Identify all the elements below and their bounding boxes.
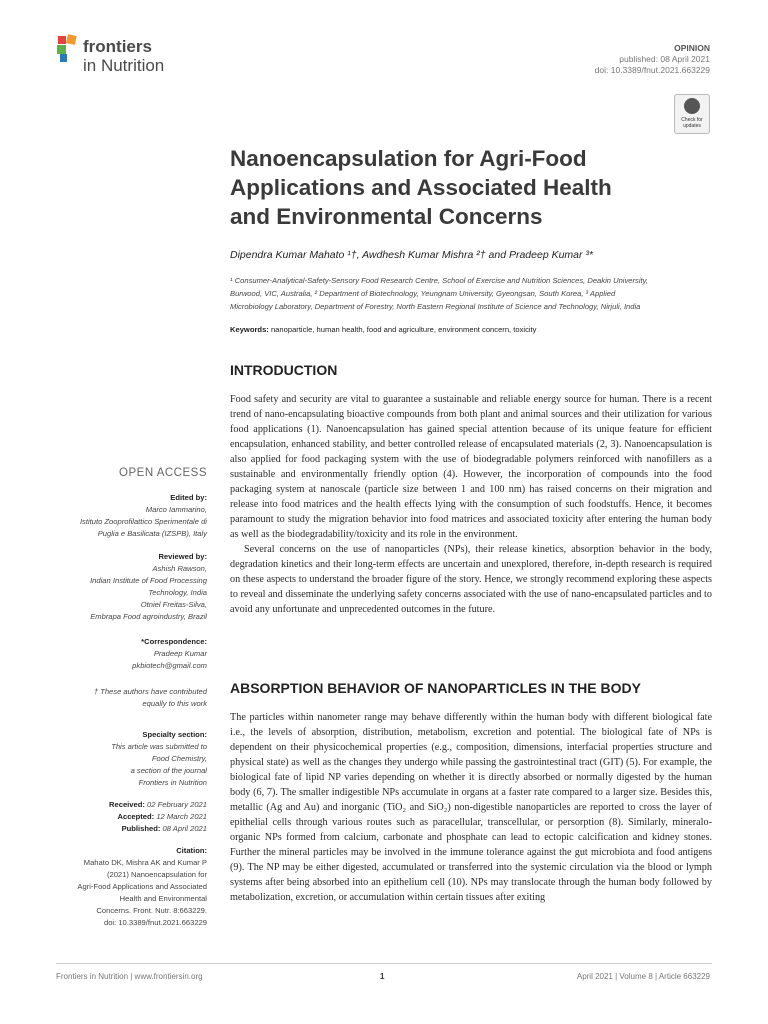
received-label: Received: [109,800,145,809]
section-heading-introduction: INTRODUCTION [230,362,338,378]
correspondence-name: Pradeep Kumar [153,649,207,658]
note-line: † These authors have contributed [93,687,207,696]
reviewer-line: Otniel Freitas-Silva, [140,600,207,609]
editor-line: Puglia e Basilicata (IZSPB), Italy [97,529,207,538]
affiliation-line: Microbiology Laboratory, Department of Forestry, North Eastern Regional Institute of Science and Technology, Nirjuli, India [230,302,641,311]
citation-line: Agri-Food Applications and Associated [77,882,207,891]
editor-line: Istituto Zooprofilattico Sperimentale di [79,517,207,526]
article-meta-header [595,43,710,76]
reviewer-line: Embrapa Food agroindustry, Brazil [90,612,207,621]
reviewed-by-block [47,551,207,623]
badge-line2: updates [683,123,701,129]
paragraph: Several concerns on the use of nanoparticles (NPs), their release kinetics, absorption behavior in the body, degradation kinetics and their long-term effects are uncertain and unexplored, therefore, in-depth research is required on these aspects to understand the broader figure of the story. Hence, we strongly recommend exploring these aspects to reveal and disseminate the underlying safety concerns associated with the use of nano-encapsulated particles and to avoid any unfortunate and unprecedented outcomes in the future. [230,544,712,615]
affiliations [230,274,710,313]
citation-block [47,845,207,929]
reviewer-line: Ashish Rawson, [152,564,207,573]
specialty-line: Food Chemistry, [151,754,207,763]
accepted-label: Accepted: [117,812,155,821]
specialty-line: This article was submitted to [111,742,207,751]
footer-issue-info: April 2021 | Volume 8 | Article 663229 [576,972,710,981]
keywords-label: Keywords: [230,325,269,334]
journal-logo[interactable] [56,32,216,78]
received-date: 02 February 2021 [147,800,207,809]
accepted-date: 12 March 2021 [156,812,207,821]
section-heading-absorption: ABSORPTION BEHAVIOR OF NANOPARTICLES IN THE BODY [230,680,641,696]
article-type: OPINION [674,43,710,53]
affiliation-line: ¹ Consumer-Analytical-Safety-Sensory Food Research Centre, School of Exercise and Nutrition Sciences, Deakin University, [230,276,648,285]
affiliation-line: Burwood, VIC, Australia, ² Department of Biotechnology, Yeungnam University, Gyeongsan, South Korea, ³ Applied [230,289,616,298]
edited-by-block [47,492,207,540]
published-date-side: 08 April 2021 [162,824,207,833]
footer-journal-link[interactable]: Frontiers in Nutrition | www.frontiersin.org [56,972,203,981]
journal-name-line2: in Nutrition [83,56,165,75]
reviewed-by-label: Reviewed by: [158,552,207,561]
reviewer-line: Technology, India [148,588,207,597]
page-number: 1 [380,972,385,981]
citation-line: Health and Environmental [119,894,207,903]
editor-line: Marco Iammarino, [145,505,207,514]
note-line: equally to this work [142,699,207,708]
absorption-body [230,710,712,905]
open-access-label: OPEN ACCESS [119,467,207,479]
correspondence-label: *Correspondence: [141,637,207,646]
journal-name-line1: frontiers [83,37,152,56]
title-line: Applications and Associated Health [230,175,612,200]
published-date: published: 08 April 2021 [619,54,710,64]
title-line: and Environmental Concerns [230,204,543,229]
citation-line: Concerns. Front. Nutr. 8:663229. [96,906,207,915]
introduction-body [230,392,712,617]
citation-line: Mahato DK, Mishra AK and Kumar P [83,858,207,867]
specialty-line: Frontiers in Nutrition [138,778,207,787]
contribution-note [47,686,207,710]
correspondence-block [47,636,207,672]
reviewer-line: Indian Institute of Food Processing [90,576,207,585]
badge-line1: Check for [681,117,703,123]
published-label: Published: [121,824,161,833]
dates-block [47,799,207,835]
correspondence-email[interactable]: pkbiotech@gmail.com [132,661,207,670]
article-title [230,144,700,231]
check-updates-icon [684,98,700,114]
keywords-text: nanoparticle, human health, food and agriculture, environment concern, toxicity [270,325,537,334]
edited-by-label: Edited by: [170,493,207,502]
footer-divider [56,963,712,964]
specialty-line: a section of the journal [130,766,207,775]
check-for-updates-badge[interactable] [674,94,710,134]
specialty-block [47,729,207,789]
doi[interactable]: doi: 10.3389/fnut.2021.663229 [594,65,710,75]
author-list: Dipendra Kumar Mahato ¹†, Awdhesh Kumar Mishra ²† and Pradeep Kumar ³* [230,249,594,261]
citation-line: (2021) Nanoencapsulation for [106,870,207,879]
paragraph: Food safety and security are vital to guarantee a sustainable and reliable energy source for human. There is a recent trend of nano-encapsulating bioactive compounds from both plant and animal sources and their utilization for various food applications (1). Nanoencapsulation has gained special attention because of its unique feature for efficient encapsulation, enhanced stability, and better controlled release of encapsulated materials (2, 3). Nanoencapsulation is also applied for food packaging system with the use of biodegradable polymers reinforced with nanofillers as a sustainable and environmentally friendly option (4). However, the incorporation of compounds into the food packaging system at nanoscale (particle size between 1 and 100 nm) has raised concerns on their migration and release into food matrices and the health effects lying with the consumption of such foodstuffs. Hence, it becomes paramount to study the migration behavior into food matrices and associated toxicity after entering the human body as well as the biodegradability/toxicity and its role in the environment. [230,394,712,540]
citation-label: Citation: [176,846,207,855]
keywords [230,325,710,334]
title-line: Nanoencapsulation for Agri-Food [230,146,587,171]
specialty-label: Specialty section: [142,730,207,739]
paragraph: The particles within nanometer range may behave differently within the human body with different biological fate i.e., the levels of absorption, distribution, metabolism, excretion and potential. The biological fate of NPs is dependent on their physicochemical properties (e.g., composition, dimensions, interfacial properties structure and physical state) as well as the changes they undergo while passing the gastrointestinal tract (GIT) (5). For example, the biological fate of lipid NP varies depending on whether it is directly absorbed or normally digested by the human body (6, 7). The smaller indigestible NPs accumulate in organs at a faster rate compared to a larger size. Besides this, metallic (Ag and Au) and inorganic (TiO₂ and SiO₂) non-digestible nanoparticles are reported to cross the layer of epithelial cells through various routes such as paracellular, transcellular, or persorption (8). Similarly, mineralo-organic NPs formed from calcium, carbonate and phosphate can lead to ectopic calcification and kidney stones. Further the mineral particles may be involved in the immune tolerance against the gut microbiota and food antigens (9). The NP may be either digested, accumulated or transferred into the systemic circulation via the blood or lymph systems after being absorbed into an epithelium cell (10). NPs may translocate through the human body followed by metabolization, excretion, or accumulation within certain tissues after exiting [230,712,712,903]
citation-line: doi: 10.3389/fnut.2021.663229 [103,918,207,927]
frontiers-logo-icon [56,34,80,64]
